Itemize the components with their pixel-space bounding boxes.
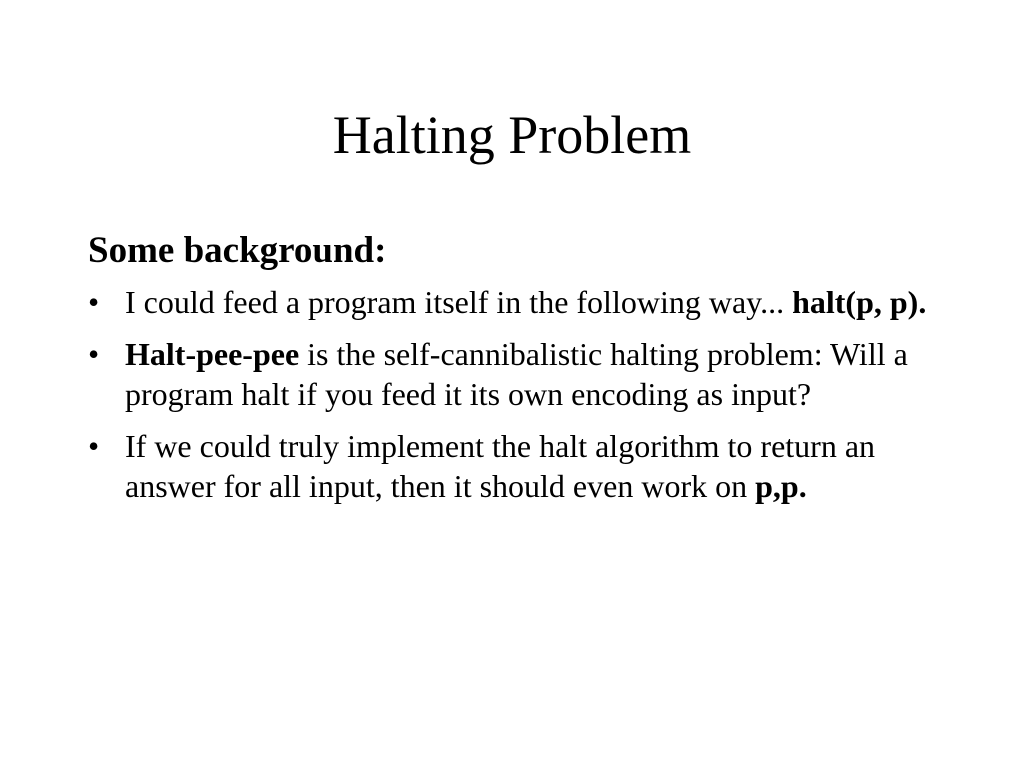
bullet-icon: • <box>88 428 100 464</box>
bullet-item-halt-algorithm <box>88 426 948 506</box>
bullet-text: If we could truly implement the halt algorithm to return an answer for all input, then it should even work on <box>125 428 876 504</box>
bullet-bold-text: halt(p, p). <box>792 284 927 320</box>
slide-title: Halting Problem <box>332 105 692 165</box>
bullet-bold-text: Halt-pee-pee <box>125 336 300 372</box>
bullet-icon: • <box>88 284 100 320</box>
bullet-text: I could feed a program itself in the following way... <box>125 284 793 320</box>
bullet-list <box>88 282 948 506</box>
bullet-item-feed-program <box>88 282 948 322</box>
bullet-item-halt-pee-pee <box>88 334 948 414</box>
slide-content <box>88 226 948 518</box>
bullet-icon: • <box>88 336 100 372</box>
bullet-text: is the self-cannibalistic halting problem: Will a program halt if you feed it its own encoding as input? <box>125 336 908 412</box>
section-subheading: Some background: <box>88 230 387 271</box>
bullet-bold-text: p,p. <box>755 468 807 504</box>
